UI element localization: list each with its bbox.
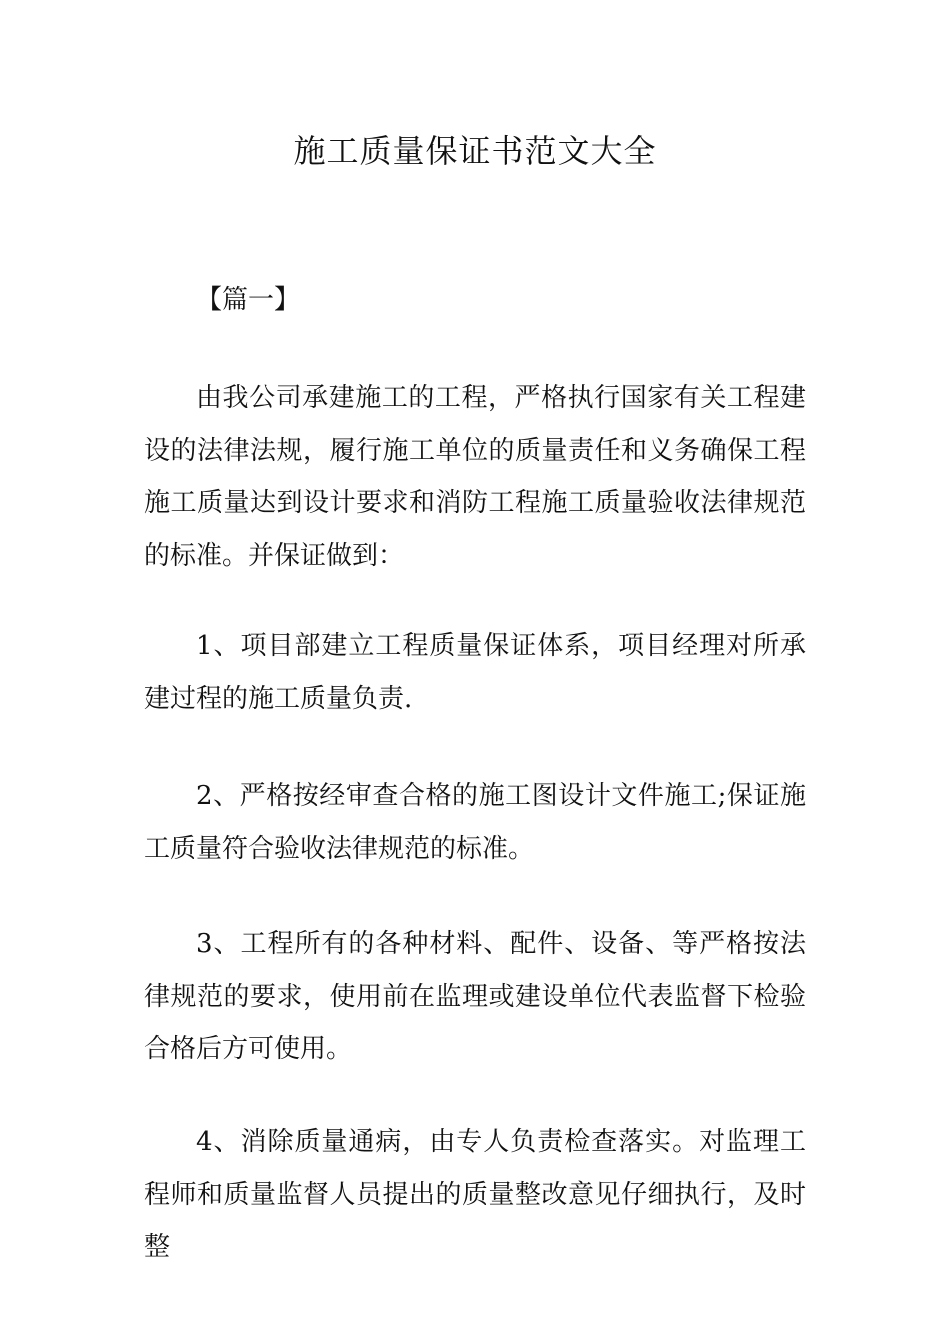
paragraph-item-1: 1、项目部建立工程质量保证体系，项目经理对所承建过程的施工质量负责. xyxy=(144,631,806,714)
paragraph-item-2: 2、严格按经审查合格的施工图设计文件施工;保证施工质量符合验收法律规范的标准。 xyxy=(144,781,806,864)
paragraph-intro: 由我公司承建施工的工程，严格执行国家有关工程建设的法律法规，履行施工单位的质量责任和义务确保工程施工质量达到设计要求和消防工程施工质量验收法律规范的标准。并保证做到： xyxy=(144,383,806,571)
paragraph-item-4: 4、消除质量通病，由专人负责检查落实。对监理工程师和质量监督人员提出的质量整改意见仔细执行，及时整 xyxy=(144,1127,806,1262)
paragraph-item-3: 3、工程所有的各种材料、配件、设备、等严格按法律规范的要求，使用前在监理或建设单位代表监督下检验合格后方可使用。 xyxy=(144,929,806,1064)
document-title: 施工质量保证书范文大全 xyxy=(293,132,657,170)
section-label: 【篇一】 xyxy=(196,285,301,315)
